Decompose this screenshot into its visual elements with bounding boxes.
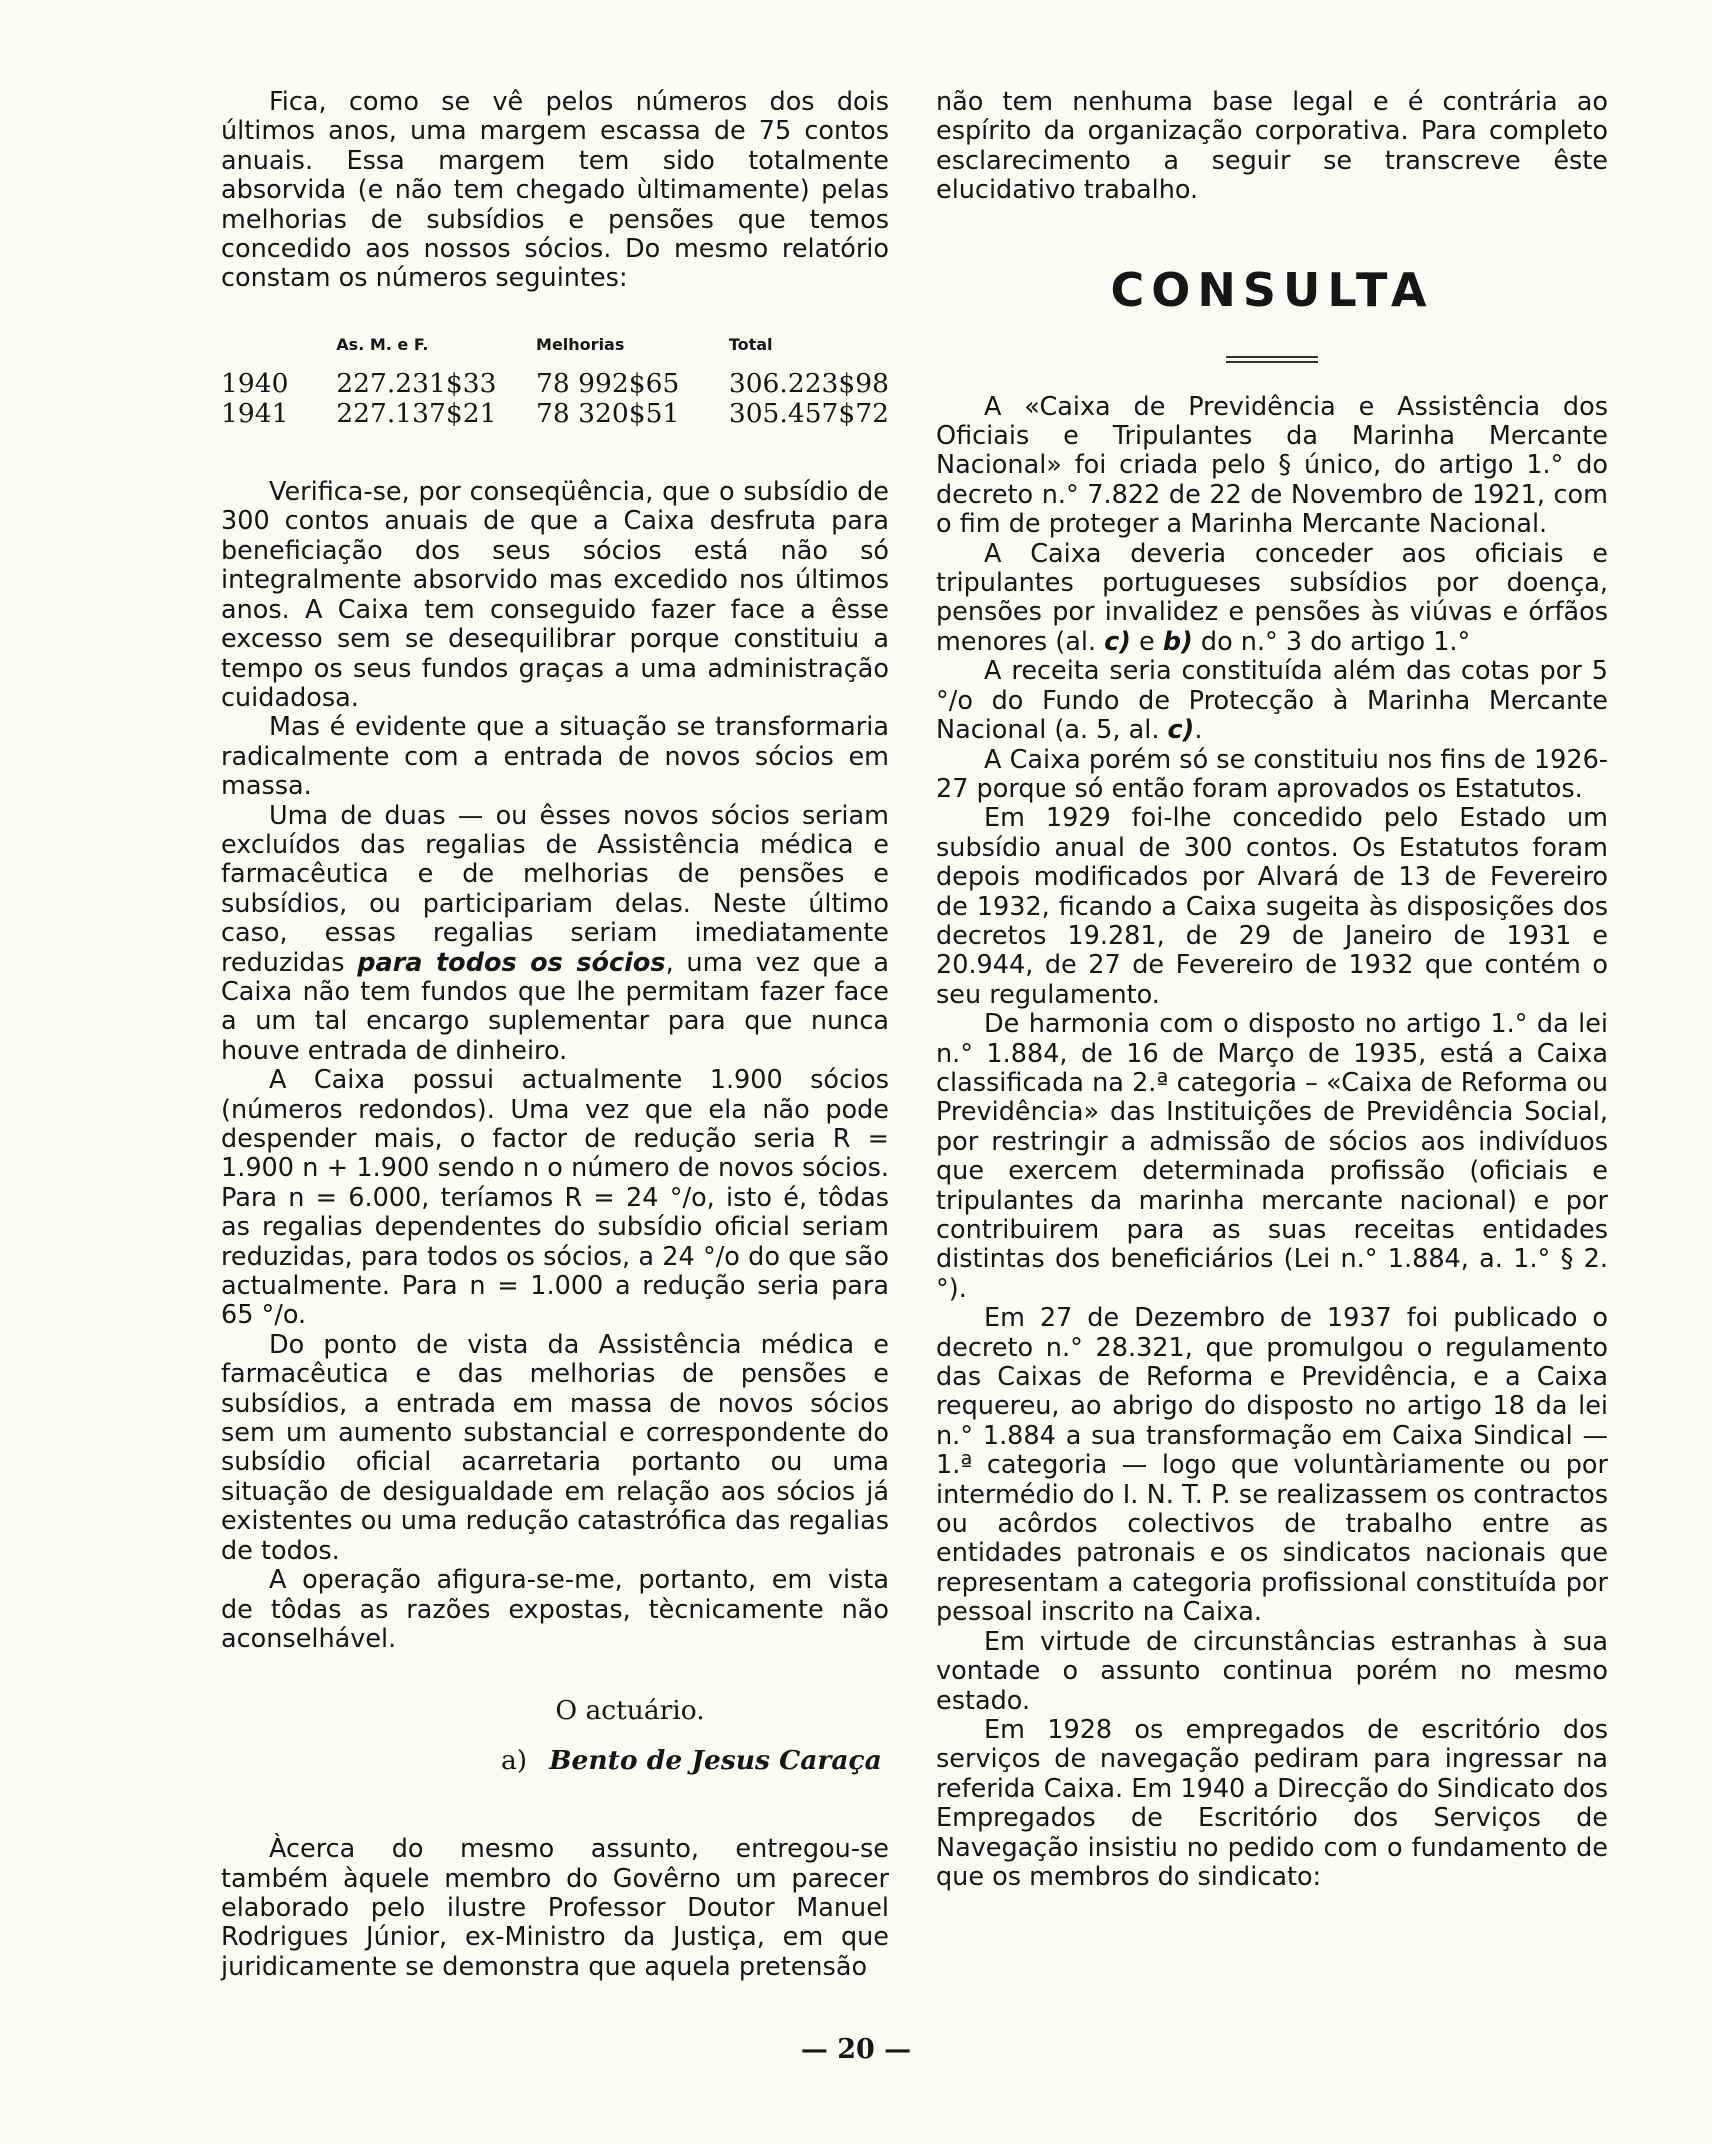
text-span: , uma vez que a Caixa não tem fundos que lhe permitam fazer face a um tal encargo suplementar para que nunca houve entrada de dinheiro. — [221, 947, 890, 1066]
table-row — [221, 399, 889, 428]
paragraph: A operação afigura-se-me, portanto, em vista de tôdas as razões expostas, tècnicamente não aconselhável. — [221, 1565, 889, 1654]
paragraph: Mas é evidente que a situação se transformaria radicalmente com a entrada de novos sócios em massa. — [221, 712, 889, 802]
paragraph: Em virtude de circunstâncias estranhas à sua vontade o assunto continua porém no mesmo estado. — [936, 1626, 1608, 1716]
section-heading: CONSULTA — [1110, 262, 1434, 317]
signature-name: Bento de Jesus Caraça — [549, 1744, 882, 1776]
text-span: e — [1130, 626, 1163, 657]
paragraph: Em 1929 foi-lhe concedido pelo Estado um subsídio anual de 300 contos. Os Estatutos foram depois modificados por Alvará de 13 de Fevereiro de 1932, ficando a Caixa sugeita às disposições dos decretos 19.281, de 29 de Janeiro de 1931 e 20.944, de 27 de Fevereiro de 1932 que contém o seu regulamento. — [936, 803, 1608, 1010]
paragraph: Em 27 de Dezembro de 1937 foi publicado o decreto n.° 28.321, que promulgou o regulamento das Caixas de Reforma e Previdência, e a Caixa requereu, ao abrigo do disposto no artigo 18 da lei n.° 1.884 a sua transformação em Caixa Sindical — 1.ª categoria — logo que voluntàriamente ou por intermédio do I. N. T. P. se realizassem os contractos ou acôrdos colectivos de trabalho entre as entidades patronais e os sindicatos nacionais que representam a categoria profissional constituída por pessoal inscrito na Caixa. — [936, 1303, 1608, 1628]
paragraph: De harmonia com o disposto no artigo 1.° da lei n.° 1.884, de 16 de Março de 1935, está a Caixa classificada na 2.ª categoria – «Caixa de Reforma ou Previdência» das Instituições de Previdência Social, por restringir a admissão de sócios aos indivíduos que exercem determinada profissão (oficiais e tripulantes da marinha mercante nacional) e por contribuirem para as suas receitas entidades distintas dos beneficiários (Lei n.° 1.884, a. 1.° § 2.°). — [936, 1009, 1608, 1304]
paragraph — [221, 802, 889, 1067]
paragraph — [936, 657, 1608, 745]
emphasis-text: c) — [1104, 626, 1131, 657]
table-cell-total: 305.457$72 — [728, 397, 889, 429]
paragraph: Verifica-se, por conseqüência, que o subsídio de 300 contos anuais de que a Caixa desfruta para beneficiação dos seus sócios está não só integralmente absorvido mas excedido nos últimos anos. A Caixa tem conseguido fazer face a êsse excesso sem se desequilibrar porque constituiu a tempo os seus fundos graças a uma administração cuidadosa. — [221, 477, 889, 713]
figures-table — [221, 330, 889, 428]
divider — [1226, 356, 1318, 363]
text-span: Uma de duas — ou êsses novos sócios seriam excluídos das regalias de Assistência médica e farmacêutica e de melhorias de pensões e subsídios, ou participariam delas. Neste último caso, essas regalias seriam imediatamente reduzidas — [221, 800, 889, 978]
table-header-year — [221, 330, 336, 369]
paragraph: A Caixa porém só se constituiu nos fins de 1926-27 porque só então foram aprovados os Estatutos. — [936, 744, 1608, 804]
table-cell-year: 1941 — [221, 397, 289, 429]
table-cell-year: 1940 — [221, 368, 289, 400]
right-column — [936, 88, 1608, 1892]
paragraph: A «Caixa de Previdência e Assistência dos Oficiais e Tripulantes da Marinha Mercante Nacional» foi criada pelo § único, do artigo 1.° do decreto n.° 7.822 de 22 de Novembro de 1921, com o fim de proteger a Marinha Mercante Nacional. — [936, 391, 1608, 540]
paragraph: Do ponto de vista da Assistência médica e farmacêutica e das melhorias de pensões e subsídios, a entrada em massa de novos sócios sem um aumento substancial e correspondente do subsídio oficial acarretaria portanto ou uma situação de desigualdade em relação aos sócios já existentes ou uma redução catastrófica das regalias de todos. — [221, 1329, 889, 1566]
text-span: do n.° 3 do artigo 1.° — [1192, 626, 1471, 657]
emphasis-text: para todos os sócios — [357, 947, 666, 978]
table-header-row — [221, 330, 889, 369]
paragraph: não tem nenhuma base legal e é contrária ao espírito da organização corporativa. Para completo esclarecimento a seguir se transcreve êste elucidativo trabalho. — [936, 87, 1608, 206]
text-span: . — [1194, 715, 1203, 746]
paragraph: Fica, como se vê pelos números dos dois últimos anos, uma margem escassa de 75 contos anuais. Essa margem tem sido totalmente absorvida (e não tem chegado ùltimamente) pelas melhorias de subsídios e pensões que temos concedido aos nossos sócios. Do mesmo relatório constam os números seguintes: — [221, 87, 889, 294]
table-header-as-m-f: As. M. e F. — [336, 334, 429, 354]
signature-line — [221, 1746, 889, 1775]
table-cell-melhorias: 78 320$51 — [536, 397, 680, 429]
text-span: A receita seria constituída além das cotas por 5 °/o do Fundo de Protecção à Marinha Mercante Nacional (a. 5, al. — [936, 656, 1608, 746]
table-row — [221, 369, 889, 398]
emphasis-text: b) — [1162, 626, 1193, 657]
paragraph: A Caixa possui actualmente 1.900 sócios (números redondos). Uma vez que ela não pode despender mais, o factor de redução seria R = 1.900 n + 1.900 sendo n o número de novos sócios. Para n = 6.000, teríamos R = 24 °/o, isto é, tôdas as regalias dependentes do subsídio oficial seriam reduzidas, para todos os sócios, a 24 °/o do que são actualmente. Para n = 1.000 a redução seria para 65 °/o. — [221, 1065, 889, 1331]
page-number: — 20 — — [800, 2034, 912, 2065]
paragraph: Em 1928 os empregados de escritório dos serviços de navegação pediram para ingressar na referida Caixa. Em 1940 a Direcção do Sindicato dos Empregados de Escritório dos Serviços de Navegação insistiu no pedido com o fundamento de que os membros do sindicato: — [936, 1714, 1608, 1892]
table-header-melhorias: Melhorias — [536, 334, 625, 354]
signature-prefix: a) — [501, 1744, 528, 1776]
signature-title: O actuário. — [555, 1695, 705, 1727]
left-column — [221, 88, 889, 1982]
paragraph — [936, 540, 1608, 658]
table-header-total: Total — [728, 334, 773, 354]
emphasis-text: c) — [1167, 715, 1195, 746]
text-span: A Caixa deveria conceder aos oficiais e tripulantes portugueses subsídios por doença, pensões por invalidez e pensões às viúvas e órfãos menores (al. — [936, 538, 1608, 657]
table-cell-total: 306.223$98 — [728, 368, 889, 400]
table-cell-melhorias: 78 992$65 — [536, 368, 680, 400]
table-cell-as-m-f: 227.137$21 — [336, 397, 497, 429]
table-cell-as-m-f: 227.231$33 — [336, 368, 497, 400]
paragraph: Àcerca do mesmo assunto, entregou-se também àquele membro do Govêrno um parecer elaborado pelo ilustre Professor Doutor Manuel Rodrigues Júnior, ex-Ministro da Justiça, em que juridicamente se demonstra que aquela pretensão — [221, 1834, 889, 1982]
